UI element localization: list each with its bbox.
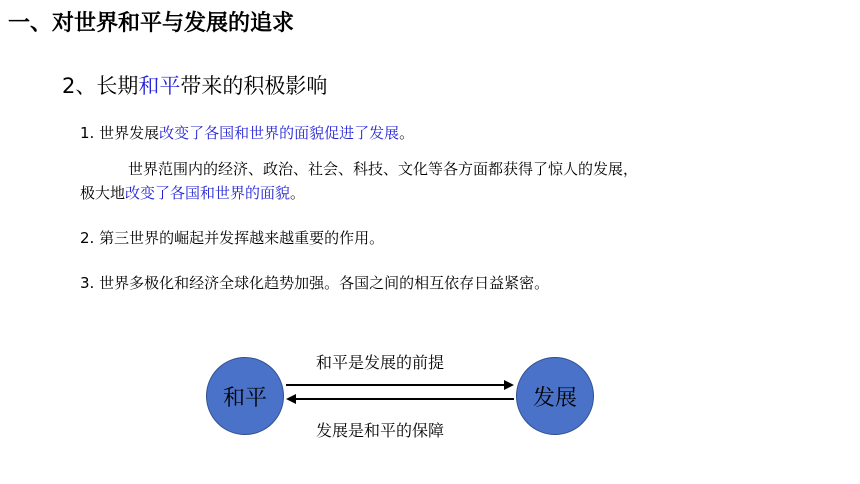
paragraph-line-2-suffix: 。 bbox=[290, 184, 306, 202]
diagram-arrows bbox=[284, 374, 516, 414]
section-heading-suffix: 带来的积极影响 bbox=[180, 74, 328, 98]
section-heading bbox=[62, 70, 327, 100]
section-heading-prefix: 2、长期 bbox=[62, 74, 139, 98]
diagram-node-peace-label: 和平 bbox=[222, 385, 267, 411]
paragraph-line-1: 世界范围内的经济、政治、社会、科技、文化等各方面都获得了惊人的发展， bbox=[128, 160, 639, 178]
paragraph-line-2-highlight: 改变了各国和世界的面貌 bbox=[125, 184, 291, 202]
point-1-prefix: 1. 世界发展 bbox=[80, 124, 160, 142]
point-2: 2. 第三世界的崛起并发挥越来越重要的作用。 bbox=[80, 229, 385, 247]
diagram-node-peace bbox=[206, 357, 284, 435]
diagram-bottom-label: 发展是和平的保障 bbox=[316, 421, 445, 440]
point-1 bbox=[80, 122, 414, 143]
arrow-right-head-icon bbox=[504, 380, 514, 390]
arrow-left-head-icon bbox=[286, 394, 296, 404]
page-title: 一、对世界和平与发展的追求 bbox=[8, 11, 295, 36]
diagram-top-label: 和平是发展的前提 bbox=[316, 353, 445, 372]
point-1-highlight: 改变了各国和世界的面貌促进了发展 bbox=[159, 124, 400, 142]
point-3: 3. 世界多极化和经济全球化趋势加强。各国之间的相互依存日益紧密。 bbox=[80, 274, 550, 292]
point-1-suffix: 。 bbox=[399, 124, 415, 142]
diagram-node-development-label: 发展 bbox=[532, 385, 577, 411]
paragraph-line-2-prefix: 极大地 bbox=[80, 184, 126, 202]
paragraph-line-2 bbox=[80, 182, 305, 203]
diagram-node-development bbox=[516, 357, 594, 435]
section-heading-highlight: 和平 bbox=[138, 74, 181, 98]
